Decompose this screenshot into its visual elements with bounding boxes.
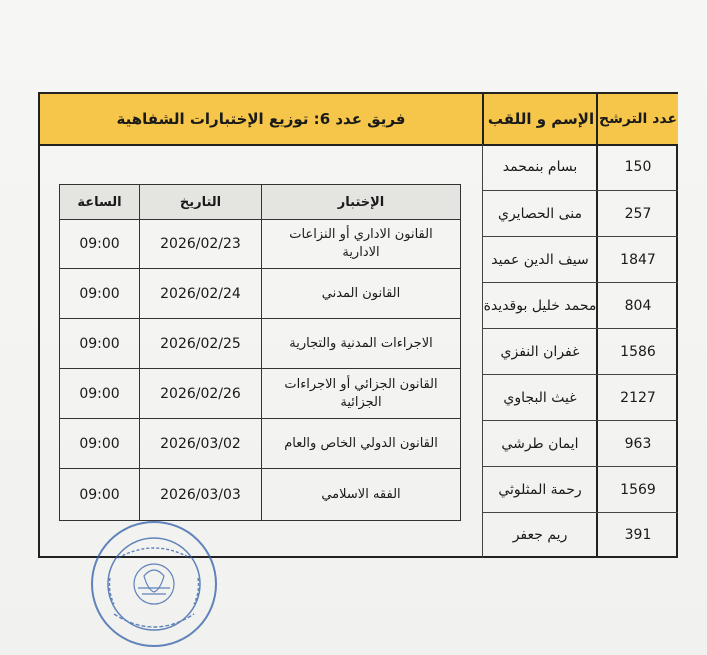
exam-date: 2026/03/02	[140, 419, 262, 468]
team-title: فريق عدد 6: توزيع الإختبارات الشفاهية	[40, 94, 482, 146]
candidate-number: 1569	[596, 467, 678, 512]
exam-date: 2026/02/26	[140, 369, 262, 418]
official-seal-stamp	[88, 518, 220, 650]
schedule-row	[60, 369, 460, 419]
candidate-number: 257	[596, 191, 678, 236]
candidate-number: 804	[596, 283, 678, 328]
table-row	[482, 512, 678, 556]
exam-date: 2026/02/25	[140, 319, 262, 368]
schedule-row	[60, 219, 460, 269]
time-column-header: الساعة	[60, 185, 140, 219]
exam-subject: الفقه الاسلامي	[321, 486, 401, 502]
date-column-header: التاريخ	[140, 185, 262, 219]
exam-date: 2026/03/03	[140, 469, 262, 520]
candidate-number: 391	[596, 513, 678, 556]
candidate-name: ريم جعفر	[482, 513, 597, 556]
exam-time: 09:00	[60, 269, 140, 318]
exam-subject: القانون المدني	[321, 285, 401, 301]
exam-subject: القانون الجزائي أو الاجراءات الجزائية	[284, 376, 438, 410]
candidate-name: ايمان طرشي	[482, 421, 597, 466]
candidate-name: منى الحصايري	[482, 191, 597, 236]
count-column-header: عدد الترشح	[596, 94, 678, 146]
table-row	[482, 190, 678, 236]
candidate-number: 150	[596, 144, 678, 190]
exam-time: 09:00	[60, 369, 140, 418]
candidate-name: غفران النفزي	[482, 329, 597, 374]
exam-subject: القانون الاداري أو النزاعات الادارية	[289, 226, 433, 260]
table-row	[482, 282, 678, 328]
schedule-header	[60, 185, 460, 220]
candidate-name: بسام بنمحمد	[482, 144, 597, 190]
table-row	[482, 144, 678, 190]
exam-subject: القانون الدولي الخاص والعام	[284, 435, 438, 451]
exam-time: 09:00	[60, 419, 140, 468]
schedule-row	[60, 419, 460, 469]
table-row	[482, 420, 678, 466]
candidate-number: 1847	[596, 237, 678, 282]
table-row	[482, 466, 678, 512]
candidate-name: محمد خليل بوقديدة	[482, 283, 597, 328]
exam-time: 09:00	[60, 469, 140, 520]
candidate-number: 1586	[596, 329, 678, 374]
exam-time: 09:00	[60, 319, 140, 368]
table-row	[482, 236, 678, 282]
exam-date: 2026/02/23	[140, 219, 262, 268]
table-row	[482, 328, 678, 374]
exam-schedule-table	[59, 184, 461, 521]
exam-time: 09:00	[60, 219, 140, 268]
exam-subject: الاجراءات المدنية والتجارية	[289, 335, 433, 351]
schedule-row	[60, 469, 460, 520]
schedule-row	[60, 319, 460, 369]
exam-date: 2026/02/24	[140, 269, 262, 318]
candidate-number: 963	[596, 421, 678, 466]
candidate-number: 2127	[596, 375, 678, 420]
table-row	[482, 374, 678, 420]
candidate-name: غيث البجاوي	[482, 375, 597, 420]
candidate-name: سيف الدين عميد	[482, 237, 597, 282]
exam-column-header: الإختبار	[337, 194, 385, 210]
name-column-header: الإسم و اللقب	[482, 94, 598, 146]
schedule-row	[60, 269, 460, 319]
candidate-name: رحمة المثلوثي	[482, 467, 597, 512]
